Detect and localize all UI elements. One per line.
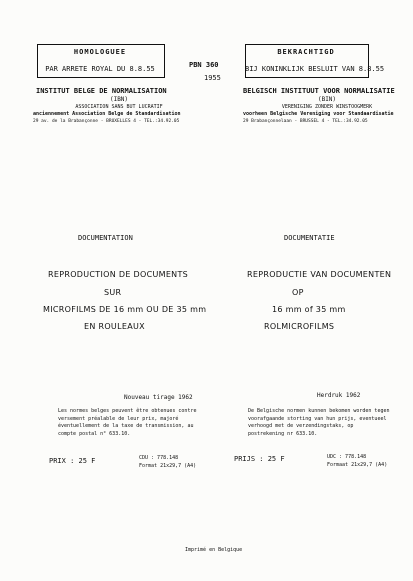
standard-code: PBN 360	[189, 61, 219, 69]
fr-format: Format 21x29,7 (A4)	[139, 463, 197, 469]
nl-association: VERENIGING ZONDER WINSTOOGMERK	[281, 104, 373, 110]
nl-doc-heading: DOCUMENTATIE	[284, 234, 335, 242]
fr-cdu: CDU : 778.148	[139, 455, 179, 461]
nl-format: Formaat 21x29,7 (A4)	[327, 462, 388, 468]
fr-title-line1: REPRODUCTION DE DOCUMENTS	[48, 270, 189, 279]
fr-institute-name: INSTITUT BELGE DE NORMALISATION	[36, 87, 167, 95]
right-stamp-title: BEKRACHTIGD	[277, 48, 335, 56]
nl-address: 29 Brabançonnelaan - BRUSSEL 4 - TEL.:34.92.05	[243, 119, 368, 124]
nl-udc: UDC : 778.148	[327, 454, 367, 460]
fr-former-name: anciennement Association Belge de Standardisation	[33, 111, 181, 117]
nl-edition: Herdruk 1962	[317, 392, 361, 399]
nl-title-line4: ROLMICROFILMS	[264, 322, 335, 331]
fr-address: 29 av. de la Brabançonne - BRUXELLES 4 - TEL.:34.92.05	[33, 119, 180, 124]
nl-institute-name: BELGISCH INSTITUUT VOOR NORMALISATIE	[243, 87, 395, 95]
nl-price: PRIJS : 25 F	[234, 455, 285, 463]
fr-title-line2: SUR	[104, 288, 122, 297]
fr-title-line4: EN ROULEAUX	[84, 322, 145, 331]
fr-price: PRIX : 25 F	[49, 457, 96, 465]
nl-former-name: voorheen Belgische Vereniging voor Standaardisatie	[243, 111, 394, 117]
left-stamp-title: HOMOLOGUEE	[73, 48, 127, 56]
fr-title-line3: MICROFILMS DE 16 mm OU DE 35 mm	[43, 305, 207, 314]
right-stamp-subtitle: BIJ KONINKLIJK BESLUIT VAN 8.8.55	[245, 65, 385, 73]
nl-institute-abbr: (BIN)	[317, 96, 337, 103]
fr-association: ASSOCIATION SANS BUT LUCRATIF	[75, 104, 163, 110]
fr-edition: Nouveau tirage 1962	[124, 394, 193, 401]
fr-institute-abbr: (IBN)	[109, 96, 129, 103]
fr-doc-heading: DOCUMENTATION	[78, 234, 133, 242]
fr-notice: Les normes belges peuvent être obtenues contre versement préalable de leur prix, majoré éventuellement de la taxe de transmission, au compte postal n° 633.10.	[58, 408, 197, 437]
printer-note: Imprimé en Belgique	[185, 547, 243, 553]
nl-title-line3: 16 mm of 35 mm	[272, 305, 346, 314]
standard-year: 1955	[204, 74, 221, 82]
nl-notice: De Belgische normen kunnen bekomen worden tegen voorafgaande storting van hun prijs, eventueel verhoogd met de verzendingstaks, op postrekening nr 633.10.	[248, 408, 390, 437]
nl-title-line1: REPRODUCTIE VAN DOCUMENTEN	[247, 270, 392, 279]
left-stamp-subtitle: PAR ARRETE ROYAL DU 8.8.55	[45, 65, 155, 73]
nl-title-line2: OP	[292, 288, 304, 297]
